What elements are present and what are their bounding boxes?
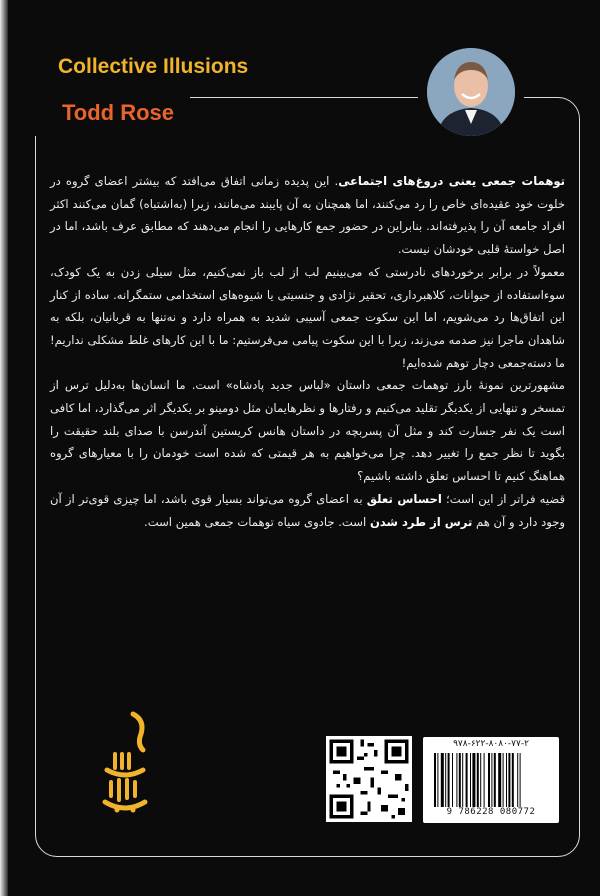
paragraph-4-post: است. جادوی سیاه توهمات جمعی همین است. [144,514,370,529]
paragraph-4-bold-belonging: احساس تعلق [366,491,442,506]
barcode-number: 9 786228 080772 [446,807,536,817]
paragraph-1-text: . این پدیده زمانی اتفاق می‌افتد که بیشتر اعضای گروه در خلوت خود عقیده‌ای خاص را رد می‌کنند، اما همچنان به آن پایبند می‌مانند، زیرا (به‌اشتباه) گمان می‌کنند اکثر افراد جامعه آن را پذیرفته‌اند. بنابراین در حضور جمع کارهایی را انجام می‌دهند که مطابق عرف باشد، اما در اصل خواستهٔ قلبی خودشان نیست. [50,174,565,257]
isbn-barcode [423,737,559,823]
isbn-label: ۹۷۸-۶۲۲-۸۰۸۰-۷۷-۲ [453,739,529,749]
paragraph-1-bold-lead: توهمات جمعی یعنی دروغ‌های اجتماعی [338,174,565,188]
paragraph-3: مشهورترین نمونهٔ بارز توهمات جمعی داستان «لباس جدید پادشاه» است. ما انسان‌ها به‌دلیل ترس از تمسخر و تنهایی از یکدیگر تقلید می‌کنیم و رفتارها و نظرهایمان مثل دومینو بر یکدیگر اثر می‌گذارد، اما کافی است یک نفر جسارت کند و مثل آن پسربچه در داستان هانس کریستین آندرسن با صدای بلند حقیقت را بگوید تا نظر جمع را تغییر دهد. چرا می‌خواهیم به هر قیمتی که شده است خودمان را با معیارهای گروه هماهنگ کنیم تا احساس تعلق داشته باشیم؟ [50,378,565,484]
publisher-logo [95,710,155,820]
paragraph-4-pre: قضیه فراتر از این است؛ [441,491,565,506]
book-title: Collective Illusions [58,55,249,78]
paragraph-2: معمولاً در برابر برخوردهای نادرستی که می‌بینیم لب از لب باز نمی‌کنیم، مثل سیلی زدن به یک کودک، سوءاستفاده از حیوانات، کلاهبرداری، تحقیر نژادی و جنسیتی یا شیوه‌های استخدامی ستمگرانه. ساده از کنار این اتفاق‌ها رد می‌شویم، اما این سکوت جمعی آسیبی شدید به همراه دارد و نه‌تنها به قربانیان، بلکه به شاهدان ماجرا نیز صدمه می‌زند، زیرا با این سکوت پیامی می‌فرستیم: ما با این کارهای غلط مشکلی نداریم! ما دسته‌جمعی دچار توهم شده‌ایم! [50,264,565,370]
cover-spine-edge [0,0,8,896]
qr-code [326,736,412,822]
barcode-bars [433,753,549,807]
back-cover-text [50,170,565,533]
author-name: Todd Rose [62,100,175,125]
paragraph-1 [50,170,565,261]
paragraph-4 [50,488,565,533]
author-photo [427,48,515,136]
paragraph-4-bold-rejection: ترس از طرد شدن [369,514,473,529]
paragraph-4-mid: به اعضای گروه می‌تواند بسیار قوی باشد، اما چیزی قوی‌تر از آن وجود دارد و آن هم [50,491,565,529]
